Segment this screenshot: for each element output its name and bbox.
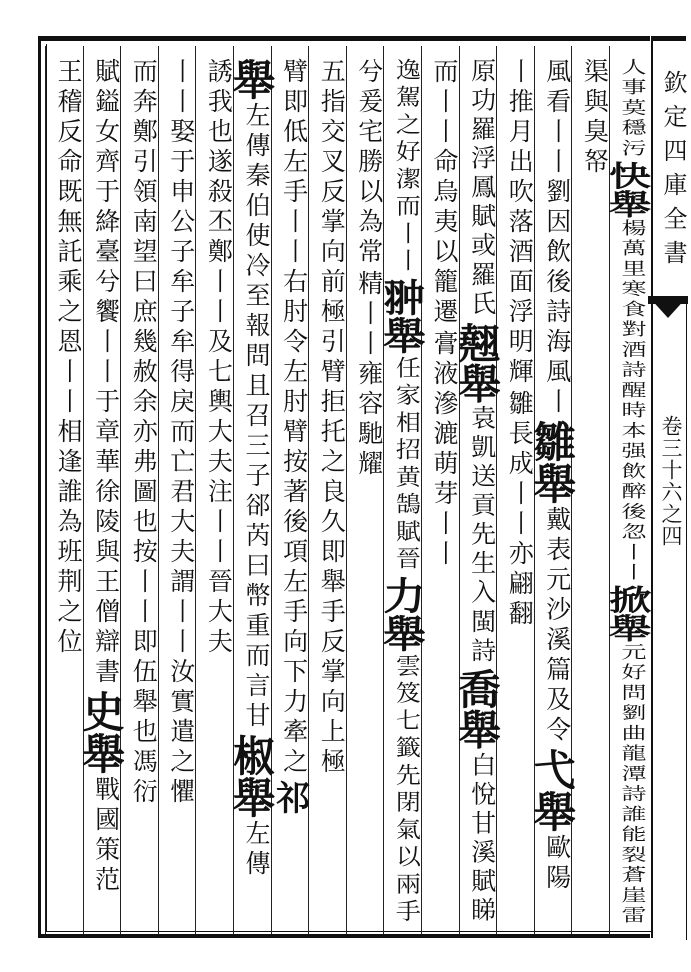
text-segment: 元好問劉曲龍潭詩誰能裂蒼崖雷: [618, 642, 647, 927]
text-segment: 左傳秦伯使冷至報問且召三子郤芮曰幣重而言甘: [242, 102, 271, 732]
headword: 史舉: [76, 690, 126, 774]
text-segment: 歐陽: [542, 834, 572, 894]
headword: 快舉: [603, 160, 652, 218]
text-column: [269, 58, 310, 928]
headword: 喬舉: [452, 668, 502, 750]
juan-label: 卷三十六之四: [659, 415, 683, 547]
headword: 雛舉: [527, 420, 577, 504]
text-segment: 逸駕之好潔而丨丨: [392, 58, 422, 276]
headword: 弋舉: [527, 748, 577, 832]
text-segment: 誘我也遂殺丕鄭丨丨及七輿大夫注丨丨晉大夫: [204, 58, 234, 658]
text-segment: 丨推月出吹落酒面浮明輝: [505, 58, 535, 388]
text-column: [603, 58, 652, 928]
margin-edge-line: [686, 300, 687, 940]
text-column: [499, 58, 533, 928]
text-segment: 丨丨娶于申公子牟子牟得戾而亡君大夫謂丨丨汝實遣之懼: [166, 58, 196, 808]
text-column: [452, 58, 502, 928]
text-column: [48, 58, 82, 928]
text-segment: 王稽反命既無託乘之恩丨丨相逢誰為班荆之位: [54, 58, 83, 658]
text-segment: 雲笈七籤先閉氣以兩手: [392, 653, 422, 927]
text-segment: 而奔鄭引領南望曰庶幾赦余亦弗圖也按丨丨即伍舉也馮衍: [129, 58, 159, 808]
text-segment: 袁凱送貢先生入閩詩: [467, 404, 497, 667]
text-segment: 精丨丨雍容馳耀: [354, 270, 384, 480]
text-column: [198, 58, 232, 928]
text-segment: 戰國策范: [91, 776, 121, 896]
text-segment: 膏液滲漉萌芽丨丨: [430, 330, 459, 570]
text-segment: 雛長成丨丨亦翩翻: [505, 390, 535, 630]
text-column: [227, 58, 276, 928]
headword: 椒舉: [227, 734, 276, 818]
headword: 祁: [269, 780, 310, 814]
text-segment: 原功羅浮鳳賦或羅氏: [467, 58, 497, 320]
text-column: [574, 58, 608, 928]
headword: 掀舉: [603, 584, 652, 642]
text-column: [76, 58, 126, 928]
text-segment: 而丨丨命烏夷以籠遷: [430, 58, 459, 328]
book-title: 欽定四庫全書: [659, 70, 687, 274]
column-rule: [45, 46, 46, 934]
text-segment: 左傳: [242, 820, 271, 880]
headword: 翹舉: [452, 321, 502, 403]
headword: 舉: [227, 58, 276, 100]
margin-top-border: [652, 36, 686, 53]
text-column: [311, 58, 345, 928]
text-segment: 人事莫穩污: [618, 58, 647, 160]
text-column: [424, 58, 458, 928]
text-column: [161, 58, 195, 928]
text-segment: 楊萬里寒食對酒詩醒時本强飲醉後忽丨丨: [618, 218, 647, 584]
text-segment: 兮爰宅勝以為常: [354, 58, 384, 268]
fishtail-mark: [648, 296, 688, 318]
text-column: [527, 58, 577, 928]
text-segment: 戴表元沙溪篇及令: [542, 506, 572, 746]
text-segment: 五指交叉反掌向前極引臂拒托之良久即舉手反掌向上極: [317, 58, 347, 778]
text-segment: 渠與臭帑: [580, 58, 610, 178]
text-column: [349, 58, 383, 928]
headword: 翀舉: [377, 277, 427, 355]
text-segment: 臂即低左手丨丨右肘令左肘臂按著後項左手向下力牽之: [279, 58, 309, 778]
text-segment: 任家相招黄鵠賦晉: [392, 355, 422, 574]
headword: 力舉: [377, 575, 427, 652]
text-segment: 賦鎰女齊于絳臺兮饗丨丨于章華徐陵與王僧辯書: [91, 58, 121, 688]
text-segment: 風看丨丨劉因飲後詩海風丨: [542, 58, 572, 418]
text-column: [123, 58, 157, 928]
text-segment: 白悅甘溪賦睇: [467, 751, 497, 927]
text-column: [377, 58, 427, 928]
